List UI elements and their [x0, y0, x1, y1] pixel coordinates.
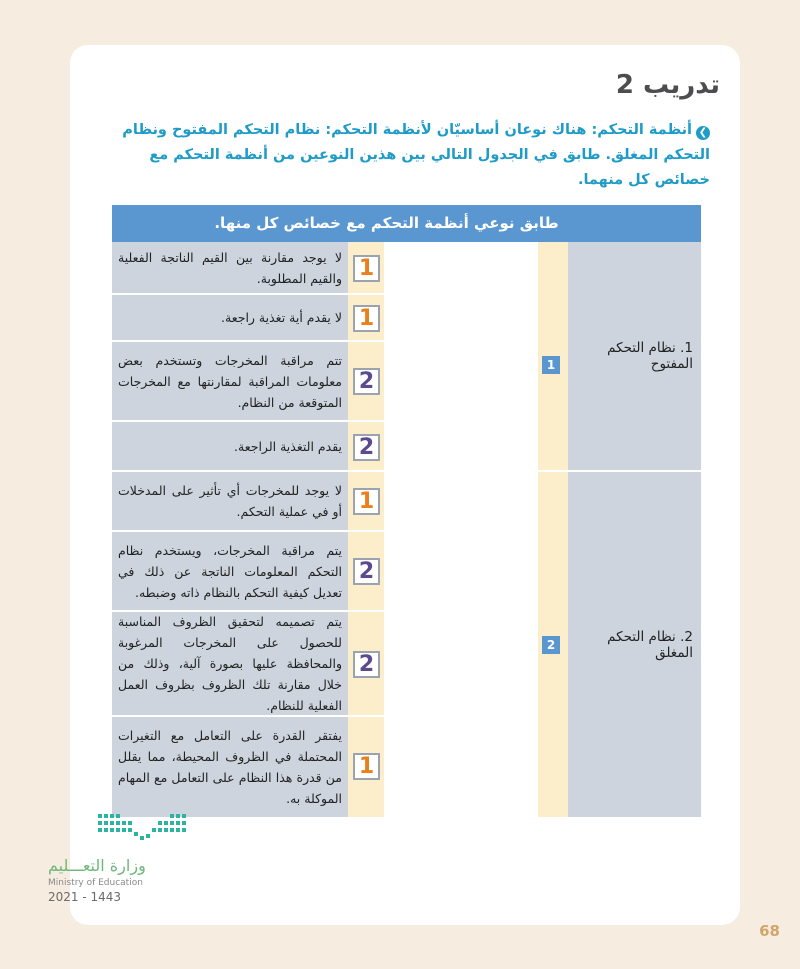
answer-box[interactable]: 1: [353, 753, 380, 780]
answer-box[interactable]: 2: [353, 558, 380, 585]
table-row: [112, 342, 384, 422]
spacer-column: [384, 242, 538, 817]
table-row: [112, 422, 384, 472]
type-label: 2. نظام التحكم المغلق: [607, 628, 693, 661]
row-text-cell: [112, 242, 348, 293]
ministry-name-english: Ministry of Education: [48, 878, 143, 888]
type-number-badge: 1: [542, 356, 560, 374]
table-header: [112, 205, 701, 242]
answer-box[interactable]: 1: [353, 305, 380, 332]
row-text: تتم مراقبة المخرجات وتستخدم بعض معلومات المراقبة لمقارنتها مع المخرجات المتوقعة من النظام.: [118, 352, 342, 410]
row-text-cell: [112, 422, 348, 470]
type-label: 1. نظام التحكم المفتوح: [607, 340, 693, 372]
answer-box[interactable]: 1: [353, 488, 380, 515]
ministry-name-arabic: وزارة التعـــليم: [48, 856, 146, 875]
answer-box[interactable]: 2: [353, 434, 380, 461]
table-row: [112, 612, 384, 717]
type-cell-closed: [568, 472, 701, 817]
row-text: يقدم التغذية الراجعة.: [234, 438, 342, 454]
chevron-right-icon: ❯: [696, 126, 710, 140]
ministry-emblem-icon: [98, 812, 193, 846]
table-header-text: طابق نوعي أنظمة التحكم مع خصائص كل منها.: [214, 214, 559, 232]
answer-box[interactable]: 2: [353, 368, 380, 395]
row-text-cell: [112, 342, 348, 420]
page-title: تدريب 2: [615, 70, 720, 100]
table-row: [112, 717, 384, 817]
type-number-badge: 2: [542, 636, 560, 654]
row-text: لا يوجد للمخرجات أي تأثير على المدخلات أو في عملية التحكم.: [118, 483, 342, 519]
ministry-year: 2021 - 1443: [48, 890, 122, 904]
row-text: يتم مراقبة المخرجات، ويستخدم نظام التحكم المعلومات الناتجة عن ذلك في تعديل كيفية التحكم بالنظام ذاته وضبطه.: [118, 542, 342, 600]
table-row: [112, 295, 384, 342]
table-row: [112, 532, 384, 612]
page-number: 68: [759, 922, 780, 940]
row-text-cell: [112, 717, 348, 817]
intro-text: أنظمة التحكم: هناك نوعان أساسيّان لأنظمة التحكم: نظام التحكم المفتوح ونظام التحكم المغلق. طابق في الجدول التالي بين هذين النوعين من أنظمة التحكم مع خصائص كل منهما.: [122, 122, 710, 188]
row-text: لا يوجد مقارنة بين القيم الناتجة الفعلية والقيم المطلوبة.: [118, 249, 342, 286]
row-text-cell: [112, 612, 348, 715]
intro-paragraph: [110, 118, 710, 193]
type-cell-open: [568, 242, 701, 470]
row-text-cell: [112, 295, 348, 340]
answer-box[interactable]: 2: [353, 651, 380, 678]
row-text: لا يقدم أية تغذية راجعة.: [221, 310, 342, 325]
row-text-cell: [112, 532, 348, 610]
row-text: يتم تصميمه لتحقيق الظروف المناسبة للحصول على المخرجات المرغوبة والمحافظة عليها بصورة آلية، وذلك من خلال مقارنة تلك الظروف بظروف العمل الفعلية للنظام.: [118, 614, 342, 713]
row-text: يفتقر القدرة على التعامل مع التغيرات المحتملة في الظروف المحيطة، مما يقلل من قدرة هذا النظام على التعامل مع المهام الموكلة به.: [118, 728, 342, 806]
table-row: [112, 242, 384, 295]
row-text-cell: [112, 472, 348, 530]
table-row: [112, 472, 384, 532]
answer-box[interactable]: 1: [353, 255, 380, 282]
